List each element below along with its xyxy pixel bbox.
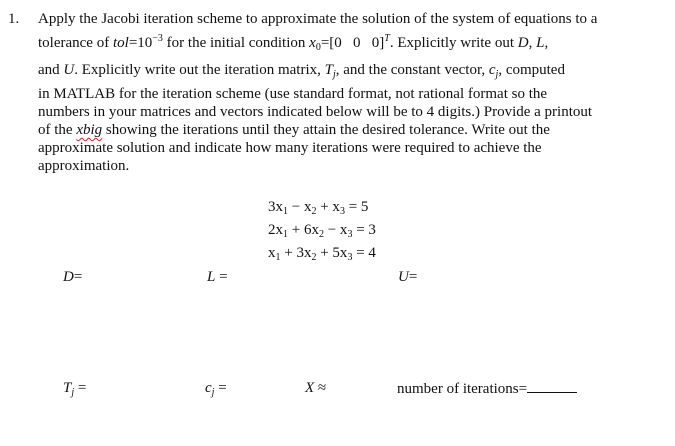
equation-2: $2x_1 + 6x_2 - x_3 = 3$ (268, 222, 376, 240)
problem-line-7: approximate solution and indicate how many iterations were required to achieve the (38, 140, 542, 156)
of-the-text: of the (38, 122, 73, 138)
x0-subscript: 0 (315, 42, 321, 53)
j-subscript: j (495, 69, 499, 80)
x0-variable: x (309, 35, 316, 51)
problem-line-2 (38, 35, 548, 52)
initial-condition-text: for the initial condition (166, 35, 306, 51)
j-subscript: j (332, 69, 336, 80)
d-answer-label: D= (63, 269, 83, 285)
comma: , (544, 35, 549, 51)
tol-variable: tol (112, 35, 129, 51)
problem-line-4: in MATLAB for the iteration scheme (use standard format, not rational format so the (38, 86, 548, 102)
c-answer-label: $c_j$ = (205, 380, 227, 398)
and-text: and (38, 62, 60, 78)
problem-line-3 (38, 62, 565, 79)
problem-line-6 (38, 122, 550, 139)
tol-value: =10 (128, 35, 153, 51)
comma: , (528, 35, 533, 51)
constant-vector-text: , and the constant vector, (335, 62, 486, 78)
problem-line-8: approximation. (38, 158, 130, 174)
iteration-matrix-text: . Explicitly write out the iteration matrix, (74, 62, 321, 78)
computed-text: , computed (498, 62, 565, 78)
equation-1: $3x_1 - x_2 + x_3 = 5$ (268, 199, 369, 217)
xbig-word: xbig (76, 122, 103, 138)
u-variable: U (63, 62, 75, 78)
showing-text: showing the iterations until they attain the desired tolerance. Write out the (105, 122, 550, 138)
problem-line-5: numbers in your matrices and vectors indicated below will be to 4 digits.) Provide a printout (38, 104, 593, 120)
l-answer-label: L = (207, 269, 228, 285)
tolerance-text: tolerance of (38, 35, 110, 51)
x-answer-label: X ≈ (305, 380, 327, 396)
t-answer-label: $T_j$ = (63, 380, 87, 398)
d-variable: D (517, 35, 529, 51)
u-answer-label: U= (398, 269, 418, 285)
problem-number: 1. (8, 11, 20, 27)
problem-line-1: Apply the Jacobi iteration scheme to approximate the solution of the system of equations to a (38, 11, 598, 27)
c-variable: c (488, 62, 496, 78)
t-variable: T (324, 62, 333, 78)
x0-vector: =[0 0 0] (320, 35, 385, 51)
x0-transpose: T (384, 33, 390, 44)
tol-exponent: −3 (152, 33, 163, 44)
explicit-text: . Explicitly write out (389, 35, 514, 51)
iterations-answer-label: number of iterations= (397, 380, 577, 398)
equation-3: $x_1 + 3x_2 + 5x_3 = 4$ (268, 245, 376, 263)
l-variable: L (536, 35, 545, 51)
iterations-blank[interactable] (527, 380, 577, 393)
